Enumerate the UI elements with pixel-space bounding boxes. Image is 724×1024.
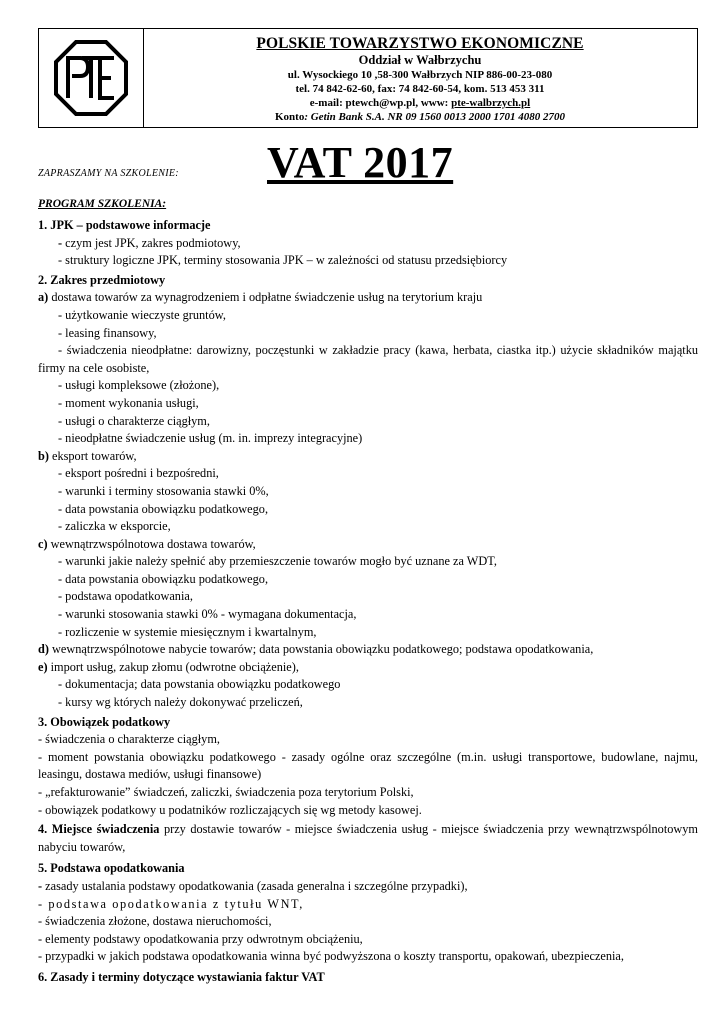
list-item: - dokumentacja; data powstania obowiązku podatkowego [58,677,341,692]
list-item-text: czym jest JPK, zakres podmiotowy, [62,235,241,250]
list-item: - kursy wg których należy dokonywać przeliczeń, [58,695,303,710]
subsection-mark: e) [38,659,48,674]
list-item: - warunki stosowania stawki 0% - wymagana dokumentacja, [58,607,357,622]
list-item: - świadczenia o charakterze ciągłym, [38,732,220,747]
subsection-text: wewnątrzwspólnotowa dostawa towarów, [47,536,256,551]
section-heading-4: 4. Miejsce świadczenia [38,822,160,837]
list-item: - użytkowanie wieczyste gruntów, [58,307,226,322]
subsection-mark: d) [38,642,49,657]
list-item: - usługi kompleksowe (złożone), [58,378,220,393]
org-email: e-mail: ptewch@wp.pl, www: [309,97,452,109]
program-content [38,217,698,987]
section-heading-2: 2. Zakres przedmiotowy [38,272,166,287]
subsection-e [38,659,698,677]
account-label: Konto [274,111,305,123]
list-item: - data powstania obowiązku podatkowego, [58,571,269,586]
section-heading-6: 6. Zasady i terminy dotyczące wystawiania faktur VAT [38,969,325,984]
document-page [38,28,698,987]
list-item: - obowiązek podatkowy u podatników rozliczających się wg metody kasowej. [38,802,422,817]
list-item: - nieodpłatne świadczenie usług (m. in. imprezy integracyjne) [58,431,363,446]
subsection-text: dostawa towarów za wynagrodzeniem i odpłatne świadczenie usług na terytorium kraju [48,290,483,305]
subsection-mark: c) [38,536,48,551]
list-item: - eksport pośredni i bezpośredni, [58,466,219,481]
list-item: - zaliczka w eksporcie, [58,519,171,534]
subsection-text: eksport towarów, [48,448,137,463]
subsection-mark: b) [38,448,49,463]
section-heading-5: 5. Podstawa opodatkowania [38,861,185,876]
list-item: - data powstania obowiązku podatkowego, [58,501,269,516]
logo-cell [39,29,144,127]
section-heading-3: 3. Obowiązek podatkowy [38,714,171,729]
title-row [38,140,698,190]
org-website-link[interactable]: pte-walbrzych.pl [451,97,531,109]
list-item: - podstawa opodatkowania z tytułu WNT, [38,896,304,911]
list-item [38,342,698,377]
list-item: - leasing finansowy, [58,325,157,340]
list-item: - warunki jakie należy spełnić aby przemieszczenie towarów mogło być uznane za WDT, [58,554,497,569]
page-title: VAT 2017 [267,138,454,187]
list-item: - świadczenia złożone, dostawa nieruchomości, [38,914,272,929]
list-item: - rozliczenie w systemie miesięcznym i kwartalnym, [58,624,317,639]
list-item-text: zasady ustalania podstawy opodatkowania (zasada generalna i szczególne przypadki), [42,878,468,893]
subsection-mark: a) [38,290,49,305]
section-4 [38,821,698,856]
list-item: - czym jest JPK, zakres podmiotowy, [58,235,241,250]
org-phone: tel. 74 842-62-60, fax: 74 842-60-54, kom. 513 453 311 [295,83,545,95]
list-item: - podstawa opodatkowania, [58,589,193,604]
list-item: - struktury logiczne JPK, terminy stosowania JPK – w zależności od statusu przedsiębiorcy [58,253,508,268]
invite-text: ZAPRASZAMY NA SZKOLENIE: [38,168,179,179]
section-4-text: przy dostawie towarów - miejsce świadczenia usług - miejsce świadczenia przy wewnątrzwspólnotowym nabyciu towarów, [38,822,698,854]
bold-dash: - [38,878,43,893]
org-account [143,110,697,124]
list-item-text: - świadczenia nieodpłatne: darowizny, poczęstunki w zakładzie pracy (kawa, herbata, ciastka itp.) użycie składników majątku firmy na cele osobiste, [38,343,698,375]
list-item: - elementy podstawy opodatkowania przy odwrotnym obciążeniu, [38,931,363,946]
subsection-b [38,448,698,466]
account-value: : Getin Bank S.A. NR 09 1560 0013 2000 1701 4080 2700 [304,111,565,123]
list-item: - usługi o charakterze ciągłym, [58,413,210,428]
subsection-text: import usług, zakup złomu (odwrotne obciążenie), [47,659,299,674]
org-name: POLSKIE TOWARZYSTWO EKONOMICZNE [256,35,584,52]
list-item: - moment wykonania usługi, [58,395,199,410]
org-branch: Oddział w Wałbrzychu [358,53,482,67]
subsection-a [38,289,698,307]
org-contact [143,96,697,110]
organization-info [143,35,697,124]
subsection-c [38,536,698,554]
list-item: - „refakturowanie” świadczeń, zaliczki, świadczenia poza terytorium Polski, [38,785,414,799]
org-address: ul. Wysockiego 10 ,58-300 Wałbrzych NIP 886-00-23-080 [287,69,553,81]
list-item: - przypadki w jakich podstawa opodatkowania winna być podwyższona o koszty transportu, opakowań, ubezpieczenia, [38,949,624,964]
program-label: PROGRAM SZKOLENIA: [38,198,167,210]
section-heading-1: 1. JPK – podstawowe informacje [38,218,211,232]
list-item: - warunki i terminy stosowania stawki 0%, [58,483,269,498]
subsection-d [38,641,698,659]
letterhead [38,28,698,128]
pte-logo-icon [54,40,128,116]
list-item [38,878,698,896]
subsection-text: wewnątrzwspólnotowe nabycie towarów; data powstania obowiązku podatkowego; podstawa opodatkowania, [48,642,594,657]
list-item: - moment powstania obowiązku podatkowego - zasady ogólne oraz szczególne (m.in. usługi transportowe, budowlane, najmu, leasingu, dostawa mediów, usługi finansowe) [38,749,698,782]
